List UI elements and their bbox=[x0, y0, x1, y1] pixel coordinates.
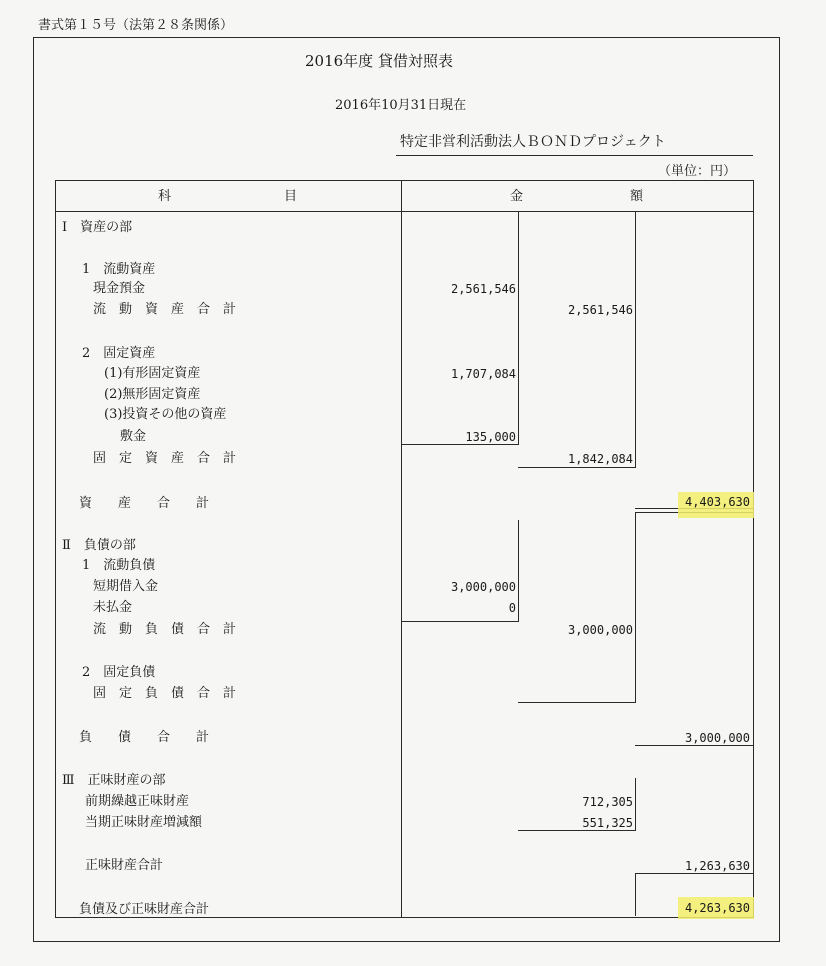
net-assets-total-label: 正味財産合計 bbox=[85, 858, 164, 873]
prior-net-assets-label: 前期繰越正味財産 bbox=[85, 794, 190, 809]
header-amount-1: 金 bbox=[510, 189, 524, 204]
fixed-assets-total-label: 固 定 資 産 合 計 bbox=[93, 451, 237, 466]
fixed-assets-label: 2 固定資産 bbox=[82, 346, 156, 361]
column-divider-main bbox=[401, 180, 402, 917]
report-date: 2016年10月31日現在 bbox=[335, 98, 467, 113]
col2-right-a bbox=[635, 212, 636, 468]
liab-net-total-amount: 4,263,630 bbox=[684, 901, 750, 915]
liabilities-total-label: 負 債 合 計 bbox=[79, 730, 210, 745]
col2-right-c bbox=[635, 778, 636, 831]
accrued-label: 未払金 bbox=[93, 600, 133, 615]
current-assets-total-amount: 2,561,546 bbox=[567, 303, 633, 317]
page-title: 2016年度 貸借対照表 bbox=[305, 52, 453, 70]
col3-left-b bbox=[635, 873, 636, 916]
col2-right-b bbox=[635, 520, 636, 702]
tangible-fixed-amount: 1,707,084 bbox=[450, 367, 516, 381]
org-underline bbox=[396, 155, 753, 156]
col2-underline-b bbox=[518, 702, 636, 703]
col2-underline-a bbox=[518, 467, 636, 468]
liab-net-total-label: 負債及び正味財産合計 bbox=[79, 902, 210, 917]
header-amount-2: 額 bbox=[630, 189, 644, 204]
current-liabilities-total-label: 流 動 負 債 合 計 bbox=[93, 622, 237, 637]
accrued-amount: 0 bbox=[508, 601, 516, 615]
fixed-liabilities-label: 2 固定負債 bbox=[82, 665, 156, 680]
short-term-loans-label: 短期借入金 bbox=[93, 579, 159, 594]
investments-label: (3)投資その他の資産 bbox=[104, 407, 227, 422]
net-assets-total-amount: 1,263,630 bbox=[684, 859, 750, 873]
header-item-2: 目 bbox=[284, 189, 298, 204]
net-change-amount: 551,325 bbox=[582, 816, 633, 830]
assets-total-label: 資 産 合 計 bbox=[79, 496, 210, 511]
header-divider bbox=[55, 211, 754, 212]
current-assets-total-label: 流 動 資 産 合 計 bbox=[93, 302, 237, 317]
liabilities-section-label: Ⅱ 負債の部 bbox=[62, 538, 136, 553]
organization-name: 特定非営利活動法人ＢＯＮＤプロジェクト bbox=[400, 134, 666, 150]
prior-net-assets-amount: 712,305 bbox=[582, 795, 633, 809]
fixed-liabilities-total-label: 固 定 負 債 合 計 bbox=[93, 686, 237, 701]
cash-deposits-label: 現金預金 bbox=[93, 281, 146, 296]
unit-label: （単位：円） bbox=[658, 164, 737, 179]
net-assets-section-label: Ⅲ 正味財産の部 bbox=[62, 773, 166, 788]
assets-total-amount: 4,403,630 bbox=[684, 495, 750, 509]
deposit-amount: 135,000 bbox=[465, 430, 516, 444]
assets-section-label: Ⅰ 資産の部 bbox=[62, 220, 133, 235]
col3-left-a bbox=[635, 512, 636, 520]
col1-right-b bbox=[518, 520, 519, 622]
current-liabilities-total-amount: 3,000,000 bbox=[567, 623, 633, 637]
form-label: 書式第１５号（法第２８条関係） bbox=[38, 18, 234, 33]
header-item-1: 科 bbox=[158, 189, 172, 204]
current-liabilities-label: 1 流動負債 bbox=[82, 558, 156, 573]
cash-deposits-amount: 2,561,546 bbox=[450, 282, 516, 296]
short-term-loans-amount: 3,000,000 bbox=[450, 580, 516, 594]
intangible-fixed-label: (2)無形固定資産 bbox=[104, 387, 201, 402]
tangible-fixed-label: (1)有形固定資産 bbox=[104, 366, 201, 381]
liabilities-total-amount: 3,000,000 bbox=[684, 731, 750, 745]
deposit-label: 敷金 bbox=[120, 429, 147, 444]
fixed-assets-total-amount: 1,842,084 bbox=[567, 452, 633, 466]
net-change-label: 当期正味財産増減額 bbox=[85, 815, 203, 830]
col1-underline-b bbox=[401, 621, 519, 622]
col1-right-a bbox=[518, 212, 519, 444]
current-assets-label: 1 流動資産 bbox=[82, 262, 156, 277]
